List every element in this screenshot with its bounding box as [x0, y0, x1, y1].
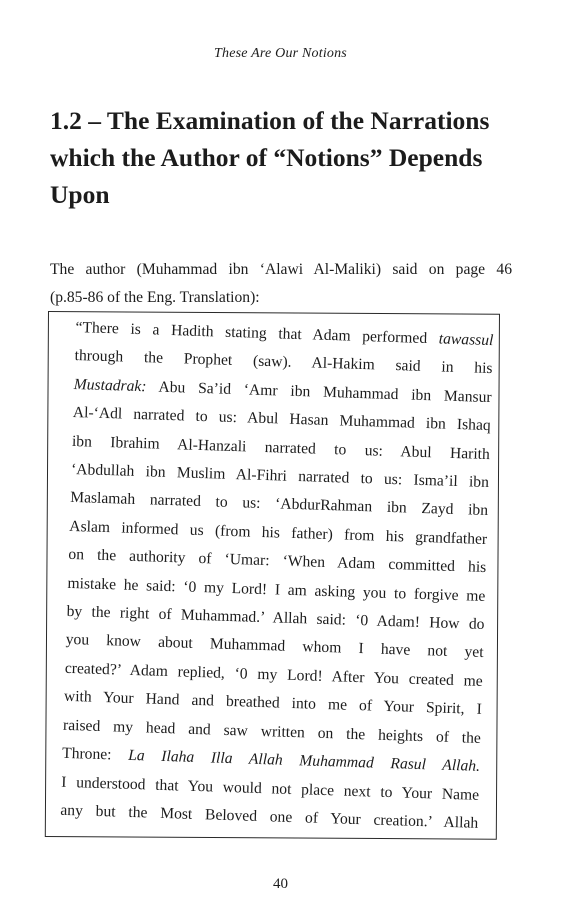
quote-text: “There is a Hadith stating that Adam performed — [75, 318, 428, 348]
quote-line: Maslamah narrated to us: ‘AbdurRahman ibn Zayd ibn — [69, 489, 489, 520]
intro-paragraph — [50, 256, 512, 312]
quote-line: you know about Muhammad whom I have not yet — [65, 631, 484, 662]
quote-line: with Your Hand and breathed into me of Your Spirit, I — [63, 688, 483, 719]
quote-line: any but the Most Beloved one of Your creation.’ Allah — [60, 801, 479, 832]
quote-line: created?’ Adam replied, ‘0 my Lord! After You created me — [64, 659, 483, 690]
running-header: These Are Our Notions — [214, 46, 347, 61]
quote-italic-term: Mustadrak: — [73, 375, 147, 396]
intro-line: The author (Muhammad ibn ‘Alawi Al-Maliki) said on page 46 — [50, 261, 512, 278]
quote-line: on the authority of ‘Umar: ‘When Adam committed his — [68, 546, 487, 577]
heading-line: Upon — [50, 180, 110, 209]
page-number: 40 — [273, 876, 288, 892]
quote-italic-shahada: La Ilaha Illa Allah Muhammad Rasul Allah. — [127, 746, 481, 776]
quote-line: mistake he said: ‘0 my Lord! I am asking you to forgive me — [67, 574, 486, 605]
quote-line: ibn Ibrahim Al-Hanzali narrated to us: Abul Harith — [71, 432, 491, 463]
heading-line: 1.2 – The Examination of the Narrations — [50, 106, 490, 135]
quote-text: Abu Sa’id ‘Amr ibn Muhammad ibn Mansur — [158, 378, 492, 406]
heading-line: which the Author of “Notions” Depends — [50, 143, 483, 172]
quoted-hadith-text — [60, 314, 494, 838]
quote-line: I understood that You would not place next to Your Name — [61, 773, 480, 804]
quote-line: raised my head and saw written on the heights of the — [62, 716, 482, 747]
quote-italic-term: tawassul — [438, 330, 494, 350]
quote-line: through the Prophet (saw). Al-Hakim said in his — [74, 347, 493, 378]
intro-line: (p.85-86 of the Eng. Translation): — [50, 289, 260, 306]
section-heading — [50, 102, 520, 213]
quote-line: Aslam informed us (from his father) from his grandfather — [69, 517, 488, 548]
quote-text: Throne: — [61, 744, 112, 764]
quote-line: Al-‘Adl narrated to us: Abul Hasan Muhammad ibn Ishaq — [72, 404, 491, 435]
quote-line: ‘Abdullah ibn Muslim Al-Fihri narrated to us: Isma’il ibn — [70, 460, 490, 492]
quote-line: by the right of Muhammad.’ Allah said: ‘0 Adam! How do — [66, 602, 485, 634]
